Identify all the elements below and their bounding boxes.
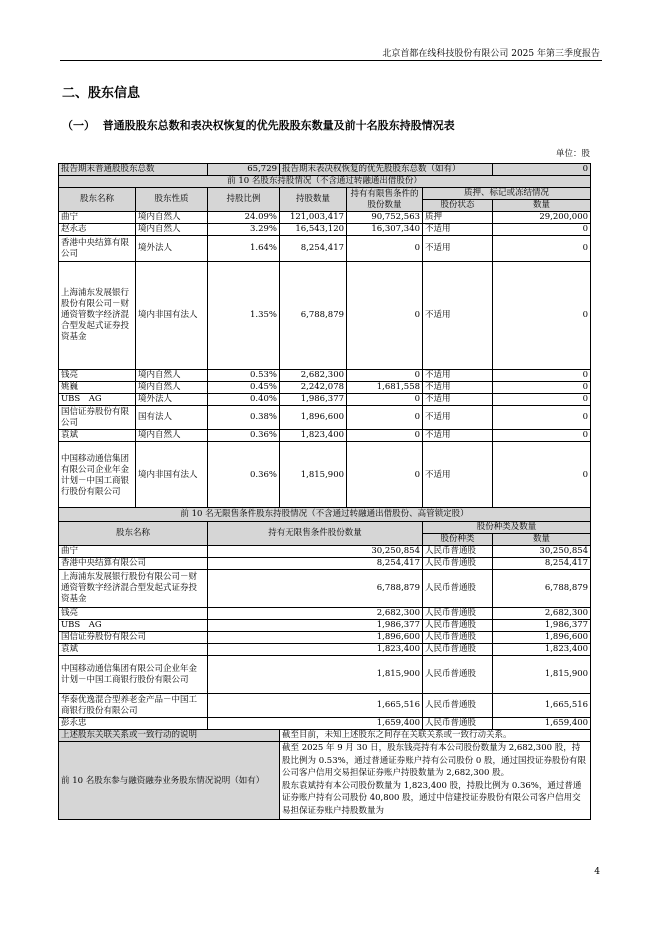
u-share-type: 人民币普通股 <box>423 694 493 718</box>
table-row <box>59 718 591 730</box>
u-col-header-type-group: 股份种类及数量 <box>423 522 591 534</box>
u-shareholder-name: 华泰优逸混合型养老金产品－中国工商银行股份有限公司 <box>59 694 208 718</box>
shareholding-qty: 1,896,600 <box>280 406 347 430</box>
shareholding-qty: 16,543,120 <box>280 224 347 236</box>
restricted-qty: 0 <box>347 406 423 430</box>
table-row <box>59 406 591 430</box>
pledge-qty: 0 <box>493 406 591 430</box>
table-row <box>59 546 591 558</box>
u-share-type-qty: 6,788,879 <box>493 570 591 608</box>
shareholder-nature: 境内自然人 <box>136 224 208 236</box>
u-col-header-name: 股东名称 <box>59 522 208 546</box>
u-unrestricted-qty: 1,665,516 <box>208 694 423 718</box>
shareholding-ratio: 1.64% <box>208 236 280 262</box>
table-row <box>59 620 591 632</box>
table-row <box>59 632 591 644</box>
shareholding-ratio: 0.36% <box>208 442 280 510</box>
restricted-qty: 90,752,563 <box>347 212 423 224</box>
header-rule <box>60 60 602 61</box>
u-share-type: 人民币普通股 <box>423 558 493 570</box>
shareholding-qty: 1,815,900 <box>280 442 347 510</box>
table-row <box>59 236 591 262</box>
shareholder-name: 钱亮 <box>59 370 136 382</box>
pledge-status: 不适用 <box>423 382 493 394</box>
table-row <box>59 694 591 718</box>
top10-header-row <box>59 188 591 200</box>
shareholder-name: UBS AG <box>59 394 136 406</box>
unrestricted-title: 前 10 名无限售条件股东持股情况（不含通过转融通出借股份、高管锁定股） <box>59 508 591 522</box>
restricted-qty: 1,681,558 <box>347 382 423 394</box>
u-share-type-qty: 8,254,417 <box>493 558 591 570</box>
pledge-status: 不适用 <box>423 262 493 370</box>
section-title: 二、股东信息 <box>62 86 141 101</box>
subsection-number: （一） <box>62 119 95 132</box>
table-row <box>59 442 591 510</box>
u-share-type-qty: 1,986,377 <box>493 620 591 632</box>
top10-title: 前 10 名股东持股情况（不含通过转融通出借股份） <box>59 176 591 188</box>
u-share-type: 人民币普通股 <box>423 546 493 558</box>
unrestricted-title-row <box>59 508 591 522</box>
shareholder-nature: 境内非国有法人 <box>136 262 208 370</box>
u-unrestricted-qty: 1,815,900 <box>208 656 423 694</box>
u-shareholder-name: 曲宁 <box>59 546 208 558</box>
shareholding-qty: 6,788,879 <box>280 262 347 370</box>
summary-row <box>59 164 591 176</box>
u-share-type-qty: 2,682,300 <box>493 608 591 620</box>
table-row <box>59 224 591 236</box>
shareholder-name: 袁斌 <box>59 430 136 442</box>
table-row <box>59 644 591 656</box>
pledge-qty: 0 <box>493 224 591 236</box>
col-header-name: 股东名称 <box>59 188 136 212</box>
table-row <box>59 382 591 394</box>
shareholder-nature: 境内非国有法人 <box>136 442 208 510</box>
pledge-status: 不适用 <box>423 394 493 406</box>
pledge-status: 不适用 <box>423 224 493 236</box>
col-header-pledge-qty: 数量 <box>493 200 591 212</box>
unrestricted-header-row <box>59 522 591 534</box>
u-unrestricted-qty: 1,823,400 <box>208 644 423 656</box>
u-unrestricted-qty: 30,250,854 <box>208 546 423 558</box>
top10-title-row <box>59 176 591 188</box>
shareholder-nature: 境内自然人 <box>136 370 208 382</box>
pledge-qty: 0 <box>493 442 591 510</box>
shareholder-name: 赵永志 <box>59 224 136 236</box>
shareholding-ratio: 0.45% <box>208 382 280 394</box>
shareholder-nature: 境内自然人 <box>136 430 208 442</box>
shareholder-nature: 境内自然人 <box>136 382 208 394</box>
shareholding-qty: 8,254,417 <box>280 236 347 262</box>
col-header-restricted: 持有有限售条件的股份数量 <box>347 188 423 212</box>
shareholder-nature: 国有法人 <box>136 406 208 430</box>
shareholding-ratio: 0.38% <box>208 406 280 430</box>
table-row <box>59 212 591 224</box>
u-unrestricted-qty: 1,986,377 <box>208 620 423 632</box>
u-share-type-qty: 1,896,600 <box>493 632 591 644</box>
unrestricted-rows <box>59 546 591 730</box>
u-col-header-type: 股份种类 <box>423 534 493 546</box>
u-unrestricted-qty: 2,682,300 <box>208 608 423 620</box>
u-shareholder-name: UBS AG <box>59 620 208 632</box>
u-shareholder-name: 国信证券股份有限公司 <box>59 632 208 644</box>
u-unrestricted-qty: 1,896,600 <box>208 632 423 644</box>
table-row <box>59 370 591 382</box>
u-share-type-qty: 1,659,400 <box>493 718 591 730</box>
margin-note-row <box>59 742 591 820</box>
page-header: 北京首都在线科技股份有限公司 2025 年第三季度报告 <box>382 49 600 59</box>
u-shareholder-name: 上海浦东发展银行股份有限公司－财通资管数字经济混合型发起式证券投资基金 <box>59 570 208 608</box>
table-row <box>59 394 591 406</box>
restricted-qty: 0 <box>347 430 423 442</box>
col-header-pledge-group: 质押、标记或冻结情况 <box>423 188 591 200</box>
u-share-type: 人民币普通股 <box>423 718 493 730</box>
col-header-nature: 股东性质 <box>136 188 208 212</box>
u-unrestricted-qty: 1,659,400 <box>208 718 423 730</box>
u-share-type: 人民币普通股 <box>423 570 493 608</box>
shareholding-ratio: 3.29% <box>208 224 280 236</box>
restricted-qty: 0 <box>347 370 423 382</box>
margin-note-label: 前 10 名股东参与融资融券业务股东情况说明（如有） <box>59 742 280 820</box>
shareholder-nature: 境外法人 <box>136 236 208 262</box>
subsection-title <box>62 117 455 133</box>
u-unrestricted-qty: 8,254,417 <box>208 558 423 570</box>
shareholder-name: 香港中央结算有限公司 <box>59 236 136 262</box>
restricted-qty: 0 <box>347 262 423 370</box>
margin-note-text <box>280 742 591 820</box>
u-shareholder-name: 彭永忠 <box>59 718 208 730</box>
restricted-qty: 0 <box>347 394 423 406</box>
table-row <box>59 608 591 620</box>
shareholding-ratio: 1.35% <box>208 262 280 370</box>
pledge-status: 不适用 <box>423 236 493 262</box>
u-shareholder-name: 中国移动通信集团有限公司企业年金计划－中国工商银行股份有限公司 <box>59 656 208 694</box>
shareholder-name: 曲宁 <box>59 212 136 224</box>
pledge-qty: 0 <box>493 394 591 406</box>
shareholding-qty: 121,003,417 <box>280 212 347 224</box>
page-number: 4 <box>594 867 600 877</box>
u-share-type: 人民币普通股 <box>423 608 493 620</box>
pledge-qty: 0 <box>493 382 591 394</box>
u-col-header-qty: 持有无限售条件股份数量 <box>208 522 423 546</box>
shareholder-name: 姚巍 <box>59 382 136 394</box>
pledge-status: 质押 <box>423 212 493 224</box>
unrestricted-shareholders-table <box>58 507 591 820</box>
related-note-label: 上述股东关联关系或一致行动的说明 <box>59 730 280 742</box>
u-share-type: 人民币普通股 <box>423 632 493 644</box>
top10-shareholders-table <box>58 163 591 510</box>
shareholding-qty: 1,986,377 <box>280 394 347 406</box>
u-shareholder-name: 钱亮 <box>59 608 208 620</box>
u-unrestricted-qty: 6,788,879 <box>208 570 423 608</box>
u-col-header-type-qty: 数量 <box>493 534 591 546</box>
shareholding-ratio: 0.40% <box>208 394 280 406</box>
pledge-qty: 0 <box>493 236 591 262</box>
shareholder-nature: 境内自然人 <box>136 212 208 224</box>
table-row <box>59 558 591 570</box>
shareholder-name: 国信证券股份有限公司 <box>59 406 136 430</box>
table-row <box>59 656 591 694</box>
table-row <box>59 430 591 442</box>
u-share-type: 人民币普通股 <box>423 644 493 656</box>
related-note-row <box>59 730 591 742</box>
pledge-status: 不适用 <box>423 406 493 430</box>
shareholding-qty: 2,682,300 <box>280 370 347 382</box>
margin-note-paragraph-2: 股东袁斌持有本公司股份数量为 1,823,400 股，持股比例为 0.36%，通过普通证券账户持有公司股份 40,800 股，通过中信建投证券股份有限公司客户信用交易担保证券账户持股数量为 <box>282 780 582 816</box>
col-header-ratio: 持股比例 <box>208 188 280 212</box>
u-share-type: 人民币普通股 <box>423 656 493 694</box>
total-shareholders-label: 报告期末普通股股东总数 <box>59 164 208 176</box>
shareholding-ratio: 0.53% <box>208 370 280 382</box>
u-share-type-qty: 1,815,900 <box>493 656 591 694</box>
restricted-qty: 16,307,340 <box>347 224 423 236</box>
pledge-qty: 0 <box>493 370 591 382</box>
total-shareholders-value: 65,729 <box>208 164 280 176</box>
pledge-qty: 29,200,000 <box>493 212 591 224</box>
col-header-qty: 持股数量 <box>280 188 347 212</box>
shareholding-ratio: 0.36% <box>208 430 280 442</box>
shareholder-name: 中国移动通信集团有限公司企业年金计划－中国工商银行股份有限公司 <box>59 442 136 510</box>
subsection-text: 普通股股东总数和表决权恢复的优先股股东数量及前十名股东持股情况表 <box>102 119 455 132</box>
u-share-type-qty: 30,250,854 <box>493 546 591 558</box>
margin-note-paragraph-1: 截至 2025 年 9 月 30 日，股东钱亮持有本公司股份数量为 2,682,300 股，持股比例为 0.53%，通过普通证券账户持有公司股份 0 股，通过国投证券股份有限公司客户信用交易担保证券账户持股数量为 2,682,300 股。 <box>282 743 587 778</box>
pledge-qty: 0 <box>493 262 591 370</box>
u-shareholder-name: 香港中央结算有限公司 <box>59 558 208 570</box>
table-row <box>59 262 591 370</box>
u-share-type-qty: 1,665,516 <box>493 694 591 718</box>
pledge-status: 不适用 <box>423 442 493 510</box>
unit-label: 单位：股 <box>555 149 590 159</box>
shareholding-ratio: 24.09% <box>208 212 280 224</box>
restricted-qty: 0 <box>347 236 423 262</box>
shareholder-nature: 境外法人 <box>136 394 208 406</box>
shareholder-name: 上海浦东发展银行股份有限公司－财通资管数字经济混合型发起式证券投资基金 <box>59 262 136 370</box>
pref-shareholders-value: 0 <box>493 164 591 176</box>
pref-shareholders-label: 报告期末表决权恢复的优先股股东总数（如有） <box>280 164 493 176</box>
related-note-text: 截至目前，未知上述股东之间存在关联关系或一致行动关系。 <box>280 730 591 742</box>
top10-rows <box>59 212 591 510</box>
col-header-pledge-status: 股份状态 <box>423 200 493 212</box>
u-shareholder-name: 袁斌 <box>59 644 208 656</box>
shareholding-qty: 1,823,400 <box>280 430 347 442</box>
u-share-type: 人民币普通股 <box>423 620 493 632</box>
restricted-qty: 0 <box>347 442 423 510</box>
u-share-type-qty: 1,823,400 <box>493 644 591 656</box>
pledge-status: 不适用 <box>423 430 493 442</box>
pledge-status: 不适用 <box>423 370 493 382</box>
shareholding-qty: 2,242,078 <box>280 382 347 394</box>
pledge-qty: 0 <box>493 430 591 442</box>
table-row <box>59 570 591 608</box>
